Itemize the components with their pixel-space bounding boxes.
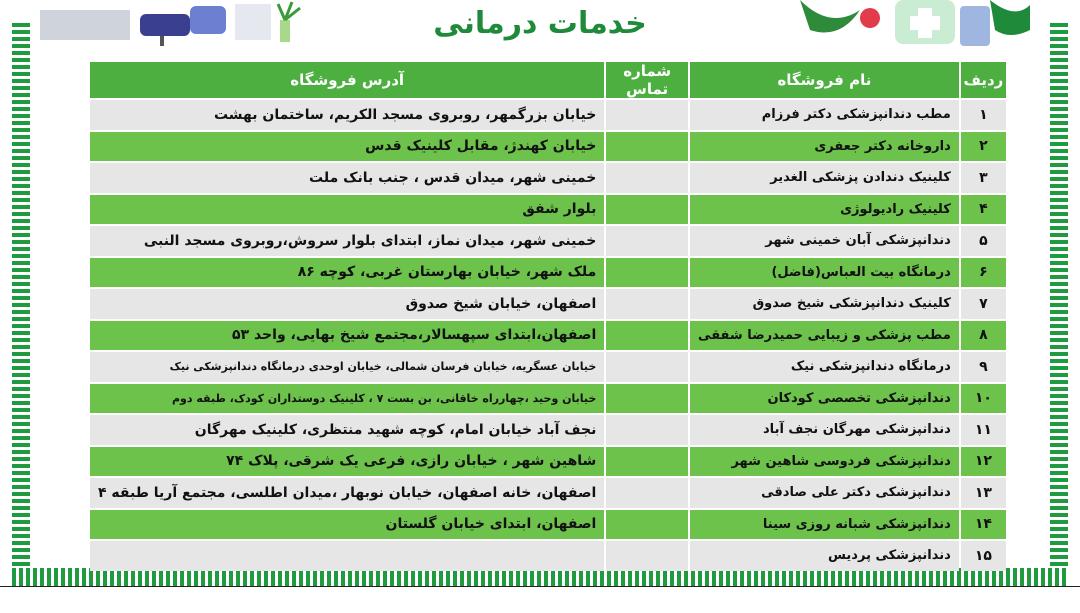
table-row (90, 163, 1006, 193)
clinic-address: اصفهان،ابتدای سپهسالار،مجتمع شیخ بهایی، واحد ۵۳ (90, 321, 604, 351)
row-number: ۱۴ (961, 510, 1006, 540)
clinic-name: درمانگاه دندانپزشکی نیک (690, 352, 959, 382)
clinic-phone (606, 352, 688, 382)
clinic-address: بلوار شفق (90, 195, 604, 225)
clinic-name: دندانپزشکی دکتر علی صادقی (690, 478, 959, 508)
row-number: ۱ (961, 100, 1006, 130)
table-row (90, 541, 1006, 571)
table-row (90, 258, 1006, 288)
clinic-phone (606, 321, 688, 351)
clinic-name: دندانپزشکی آبان خمینی شهر (690, 226, 959, 256)
clinic-phone (606, 447, 688, 477)
clinic-name: دندانپزشکی پردیس (690, 541, 959, 571)
clinic-address: خمینی شهر، میدان قدس ، جنب بانک ملت (90, 163, 604, 193)
column-header-phone: شماره تماس (606, 62, 688, 98)
row-number: ۶ (961, 258, 1006, 288)
row-number: ۵ (961, 226, 1006, 256)
table-row (90, 478, 1006, 508)
table-row (90, 132, 1006, 162)
clinic-address: خمینی شهر، میدان نماز، ابتدای بلوار سروش،روبروی مسجد النبی (90, 226, 604, 256)
clinic-address: اصفهان، ابتدای خیابان گلستان (90, 510, 604, 540)
clinic-name: مطب دندانپزشکی دکتر فرزام (690, 100, 959, 130)
clinic-name: دندانپزشکی شبانه روزی سینا (690, 510, 959, 540)
clinic-name: کلینیک رادیولوژی (690, 195, 959, 225)
clinic-name: دندانپزشکی فردوسی شاهین شهر (690, 447, 959, 477)
clinic-address: شاهین شهر ، خیابان رازی، فرعی یک شرقی، پلاک ۷۴ (90, 447, 604, 477)
row-number: ۱۰ (961, 384, 1006, 414)
table-header-row (90, 62, 1006, 98)
bottom-strip (0, 586, 1080, 613)
table-row (90, 352, 1006, 382)
table-row (90, 447, 1006, 477)
column-header-address: آدرس فروشگاه (90, 62, 604, 98)
clinic-phone (606, 226, 688, 256)
clinic-name: دندانپزشکی مهرگان نجف آباد (690, 415, 959, 445)
clinic-address: خیابان عسگریه، خیابان فرسان شمالی، خیابان اوحدی درمانگاه دندانپزشکی نیک (90, 352, 604, 382)
clinic-phone (606, 195, 688, 225)
clinic-name: دندانپزشکی تخصصی کودکان (690, 384, 959, 414)
left-border-decoration (12, 20, 30, 580)
table-row (90, 289, 1006, 319)
clinic-phone (606, 258, 688, 288)
row-number: ۲ (961, 132, 1006, 162)
clinic-address: ملک شهر، خیابان بهارستان غربی، کوچه ۸۶ (90, 258, 604, 288)
clinic-address: خیابان کهندژ، مقابل کلینیک قدس (90, 132, 604, 162)
row-number: ۳ (961, 163, 1006, 193)
row-number: ۱۵ (961, 541, 1006, 571)
row-number: ۱۲ (961, 447, 1006, 477)
row-number: ۱۳ (961, 478, 1006, 508)
clinic-name: درمانگاه بیت العباس(فاضل) (690, 258, 959, 288)
clinic-address: خیابان بزرگمهر، روبروی مسجد الکریم، ساختمان بهشت (90, 100, 604, 130)
clinic-phone (606, 384, 688, 414)
table-row (90, 195, 1006, 225)
column-header-row-number: ردیف (961, 62, 1006, 98)
row-number: ۹ (961, 352, 1006, 382)
clinic-phone (606, 415, 688, 445)
clinic-phone (606, 289, 688, 319)
page-title: خدمات درمانی (433, 6, 647, 41)
row-number: ۷ (961, 289, 1006, 319)
clinic-phone (606, 163, 688, 193)
clinic-phone (606, 510, 688, 540)
clinic-address: اصفهان، خیابان شیخ صدوق (90, 289, 604, 319)
table-row (90, 384, 1006, 414)
row-number: ۱۱ (961, 415, 1006, 445)
clinic-phone (606, 541, 688, 571)
row-number: ۴ (961, 195, 1006, 225)
table-row (90, 226, 1006, 256)
table-row (90, 510, 1006, 540)
table-row (90, 100, 1006, 130)
clinic-phone (606, 478, 688, 508)
clinic-phone (606, 100, 688, 130)
column-header-name: نام فروشگاه (690, 62, 959, 98)
right-border-decoration (1050, 20, 1068, 580)
clinic-name: کلینیک دندادن پزشکی الغدیر (690, 163, 959, 193)
clinic-name: داروخانه دکتر جعفری (690, 132, 959, 162)
clinic-name: کلینیک دندانپزشکی شیخ صدوق (690, 289, 959, 319)
table-row (90, 415, 1006, 445)
row-number: ۸ (961, 321, 1006, 351)
clinic-address: اصفهان، خانه اصفهان، خیابان نوبهار ،میدان اطلسی، مجتمع آریا طبقه ۴ (90, 478, 604, 508)
clinic-address: خیابان وحید ،چهارراه خاقانی، بن بست ۷ ، کلینیک دوستداران کودک، طبقه دوم (90, 384, 604, 414)
clinic-address: نجف آباد خیابان امام، کوچه شهید منتظری، کلینیک مهرگان (90, 415, 604, 445)
clinic-name: مطب پزشکی و زیبایی حمیدرضا شفقی (690, 321, 959, 351)
clinics-table (88, 60, 1008, 573)
clinic-phone (606, 132, 688, 162)
table-row (90, 321, 1006, 351)
clinic-address (90, 541, 604, 571)
